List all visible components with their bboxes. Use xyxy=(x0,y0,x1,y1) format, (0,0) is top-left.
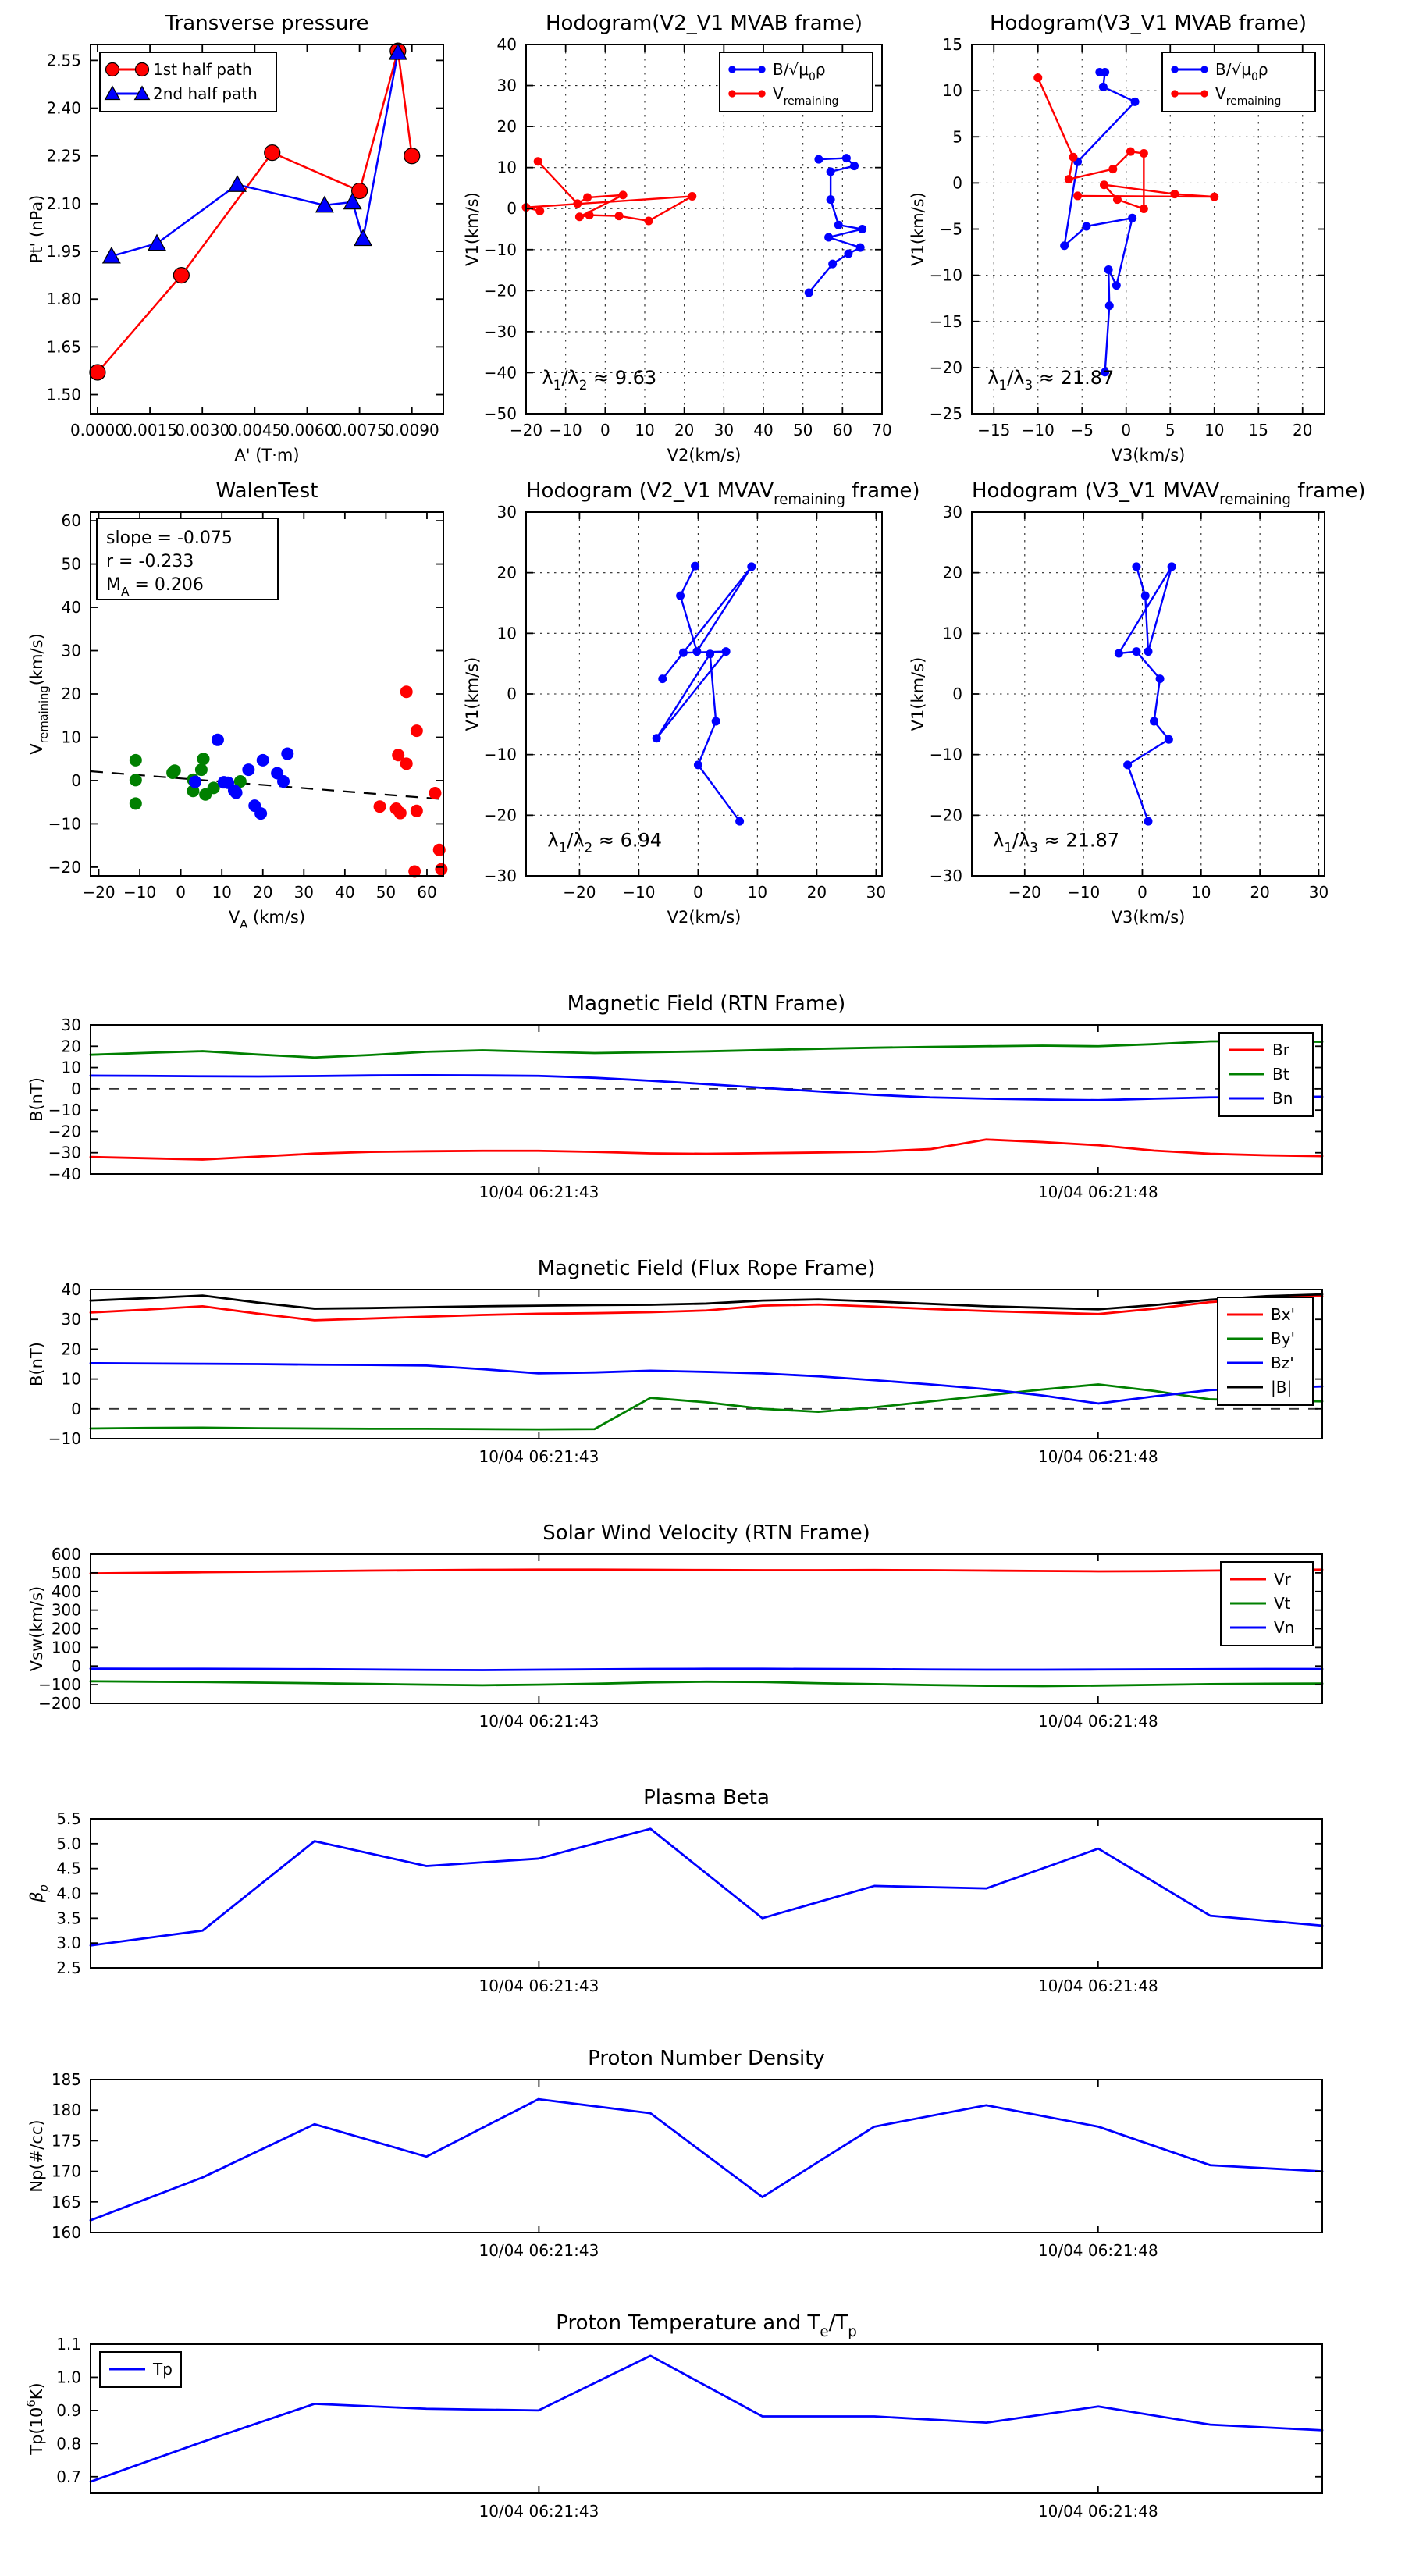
hodogram-v3v1-mvav-title: Hodogram (V3_V1 $MVAV_{remaining}$ frame) xyxy=(972,479,1366,509)
svg-text:0.0015: 0.0015 xyxy=(123,421,178,439)
hodogram-v2v1-mvav-plot xyxy=(448,473,920,932)
panel-hodogram-v2v1-mvav xyxy=(448,473,920,932)
svg-text:−20: −20 xyxy=(483,281,517,301)
svg-text:−30: −30 xyxy=(929,866,962,885)
svg-text:30: 30 xyxy=(496,503,517,521)
svg-text:0: 0 xyxy=(507,199,517,219)
svg-text:−30: −30 xyxy=(48,1143,81,1162)
svg-text:30: 30 xyxy=(496,76,517,95)
svg-text:Vremaining: $V_{remaining}$ xyxy=(1215,84,1282,108)
svg-text:10: 10 xyxy=(61,1369,81,1389)
svg-text:30: 30 xyxy=(61,1016,81,1034)
magnetic-field-fluxrope-title: Magnetic Field (Flux Rope Frame) xyxy=(537,1257,876,1280)
svg-text:Np(#/cc): Np(#/cc) xyxy=(27,2119,46,2193)
svg-text:20: 20 xyxy=(806,883,827,902)
svg-text:−20: −20 xyxy=(48,1122,81,1141)
svg-text:0.7: 0.7 xyxy=(56,2467,81,2486)
svg-text:0.0000: 0.0000 xyxy=(69,421,125,439)
transverse-pressure-plot xyxy=(12,5,475,470)
svg-text:3.0: 3.0 xyxy=(56,1934,81,1953)
svg-text:λ1/λ2 ≈ 9.63: $\lambda_1/\lambda_2 \approx 9.63$ xyxy=(542,367,657,393)
svg-text:50: 50 xyxy=(61,554,81,574)
svg-text:40: 40 xyxy=(61,598,81,617)
svg-text:−15: −15 xyxy=(929,311,962,331)
svg-text:10/04 06:21:43: 10/04 06:21:43 xyxy=(478,2502,599,2521)
svg-text:400: 400 xyxy=(51,1582,81,1601)
svg-text:50: 50 xyxy=(375,883,397,902)
svg-text:10: 10 xyxy=(61,1058,81,1077)
svg-text:0.0045: 0.0045 xyxy=(227,421,283,439)
svg-text:Bt: Bt xyxy=(1272,1065,1289,1083)
svg-text:Br: Br xyxy=(1272,1041,1289,1059)
svg-text:60: 60 xyxy=(61,511,81,531)
svg-text:Bn: Bn xyxy=(1272,1089,1293,1108)
svg-text:Vn: Vn xyxy=(1274,1618,1295,1637)
transverse-pressure-title: Transverse pressure xyxy=(165,12,369,35)
svg-text:30: 30 xyxy=(293,883,315,902)
proton-temperature-plot xyxy=(12,2305,1353,2549)
svg-text:30: 30 xyxy=(942,503,962,521)
svg-text:0: 0 xyxy=(952,173,962,193)
walen-test-plot xyxy=(12,473,475,932)
svg-text:600: 600 xyxy=(51,1545,81,1564)
svg-text:1.80: 1.80 xyxy=(46,290,81,309)
svg-text:2.10: 2.10 xyxy=(46,194,81,213)
svg-text:−10: −10 xyxy=(1067,883,1101,902)
svg-text:−10: −10 xyxy=(48,1101,81,1120)
hodogram-v2v1-mvab-plot xyxy=(448,5,913,470)
svg-text:10/04 06:21:48: 10/04 06:21:48 xyxy=(1037,2502,1158,2521)
svg-text:B/√μ0ρ: $B/√\mu_0\rho$ xyxy=(773,60,826,84)
svg-text:10/04 06:21:43: 10/04 06:21:43 xyxy=(478,1712,599,1731)
svg-text:5.5: 5.5 xyxy=(56,1809,81,1828)
svg-text:10/04 06:21:43: 10/04 06:21:43 xyxy=(478,1447,599,1466)
svg-text:−50: −50 xyxy=(483,404,517,423)
svg-text:40: 40 xyxy=(496,35,517,54)
svg-text:Bx': Bx' xyxy=(1271,1305,1296,1324)
svg-text:A' (T·m): A' (T·m) xyxy=(234,446,300,464)
svg-text:20: 20 xyxy=(942,563,962,582)
svg-text:0: 0 xyxy=(71,1656,81,1676)
hodogram-v3v1-mvav-plot xyxy=(894,473,1366,932)
svg-text:slope = -0.075: slope = -0.075 xyxy=(106,528,233,548)
svg-text:Vremaining(km/s): $V_{remaining}(km/s)$ xyxy=(27,633,51,755)
svg-text:10/04 06:21:43: 10/04 06:21:43 xyxy=(478,1976,599,1995)
svg-text:−20: −20 xyxy=(929,358,962,377)
proton-number-density-title: Proton Number Density xyxy=(588,2047,825,2070)
svg-text:−10: −10 xyxy=(48,814,81,834)
svg-text:50: 50 xyxy=(792,421,813,439)
svg-text:20: 20 xyxy=(496,117,517,137)
svg-text:10/04 06:21:43: 10/04 06:21:43 xyxy=(478,1183,599,1201)
svg-text:10: 10 xyxy=(635,421,655,439)
svg-text:20: 20 xyxy=(61,1037,81,1056)
svg-text:20: 20 xyxy=(253,883,273,902)
svg-text:1.95: 1.95 xyxy=(46,242,81,262)
svg-text:1.1: 1.1 xyxy=(56,2335,81,2354)
svg-text:By': By' xyxy=(1271,1329,1296,1348)
svg-text:V1(km/s): V1(km/s) xyxy=(463,656,482,731)
svg-text:40: 40 xyxy=(753,421,774,439)
svg-text:5: 5 xyxy=(952,127,962,147)
svg-text:10: 10 xyxy=(942,81,962,101)
svg-text:160: 160 xyxy=(51,2223,81,2242)
svg-text:10/04 06:21:48: 10/04 06:21:48 xyxy=(1037,1976,1158,1995)
svg-text:70: 70 xyxy=(872,421,892,439)
panel-solar-wind-velocity xyxy=(12,1515,1353,1759)
svg-text:1st half path: 1st half path xyxy=(153,60,252,79)
svg-text:Pt' (nPa): Pt' (nPa) xyxy=(27,194,46,264)
svg-text:175: 175 xyxy=(51,2131,81,2151)
svg-text:30: 30 xyxy=(61,1310,81,1329)
svg-text:Vr: Vr xyxy=(1274,1570,1291,1589)
svg-text:165: 165 xyxy=(51,2192,81,2211)
svg-text:−20: −20 xyxy=(563,883,596,902)
svg-text:20: 20 xyxy=(674,421,695,439)
svg-text:−25: −25 xyxy=(929,404,962,423)
svg-text:0: 0 xyxy=(507,685,517,703)
svg-text:60: 60 xyxy=(417,883,437,902)
svg-text:200: 200 xyxy=(51,1619,81,1638)
svg-text:−10: −10 xyxy=(48,1429,81,1448)
svg-text:1.50: 1.50 xyxy=(46,385,81,404)
svg-text:MA = 0.206: $M_A = 0.206$ xyxy=(106,575,204,599)
svg-text:15: 15 xyxy=(1248,421,1268,439)
svg-text:−100: −100 xyxy=(38,1675,81,1695)
plasma-beta-title: Plasma Beta xyxy=(643,1786,770,1809)
svg-text:20: 20 xyxy=(1293,421,1313,439)
svg-text:−20: −20 xyxy=(82,883,116,902)
svg-text:−10: −10 xyxy=(549,421,582,439)
svg-text:10: 10 xyxy=(1204,421,1225,439)
proton-temperature-title: Proton Temperature and $T_e/T_p$ xyxy=(556,2311,857,2341)
svg-text:r = -0.233: r = -0.233 xyxy=(106,552,194,571)
svg-text:−40: −40 xyxy=(483,363,517,382)
svg-text:−10: −10 xyxy=(1021,421,1055,439)
svg-text:10: 10 xyxy=(942,624,962,643)
svg-text:−15: −15 xyxy=(977,421,1011,439)
svg-text:−200: −200 xyxy=(38,1694,81,1713)
svg-text:V2(km/s): V2(km/s) xyxy=(667,446,742,464)
svg-text:180: 180 xyxy=(51,2101,81,2120)
svg-text:10: 10 xyxy=(496,158,517,177)
svg-text:−10: −10 xyxy=(483,240,517,259)
svg-text:−20: −20 xyxy=(929,806,962,825)
svg-text:2.25: 2.25 xyxy=(46,146,81,165)
svg-text:60: 60 xyxy=(832,421,853,439)
svg-text:V1(km/s): V1(km/s) xyxy=(909,192,927,266)
svg-text:V3(km/s): V3(km/s) xyxy=(1111,908,1186,927)
svg-text:30: 30 xyxy=(1308,883,1329,902)
svg-text:−10: −10 xyxy=(929,745,962,764)
plasma-beta-plot xyxy=(12,1780,1353,2024)
svg-text:λ1/λ3 ≈ 21.87: $\lambda_1/\lambda_3 \approx 21.87$ xyxy=(987,367,1115,393)
svg-text:Vremaining: $V_{remaining}$ xyxy=(773,84,839,108)
magnetic-field-fluxrope-plot xyxy=(12,1251,1353,1495)
svg-text:−40: −40 xyxy=(48,1165,81,1183)
panel-walen-test xyxy=(12,473,475,932)
panel-transverse-pressure xyxy=(12,5,475,470)
svg-text:0: 0 xyxy=(952,685,962,703)
svg-text:0: 0 xyxy=(693,883,703,902)
svg-text:10: 10 xyxy=(747,883,768,902)
hodogram-v3v1-mvab-plot xyxy=(894,5,1356,470)
svg-text:B(nT): B(nT) xyxy=(27,1077,46,1122)
svg-text:10: 10 xyxy=(496,624,517,643)
svg-text:20: 20 xyxy=(61,1340,81,1359)
svg-text:Vt: Vt xyxy=(1274,1594,1291,1613)
svg-text:10/04 06:21:48: 10/04 06:21:48 xyxy=(1037,1447,1158,1466)
magnetic-field-rtn-plot xyxy=(12,986,1353,1230)
svg-text:1.0: 1.0 xyxy=(56,2368,81,2387)
svg-text:10: 10 xyxy=(212,883,232,902)
panel-proton-temperature xyxy=(12,2305,1353,2549)
svg-text:−20: −20 xyxy=(48,857,81,877)
svg-text:Tp(106K): $Tp(10^6K)$ xyxy=(25,2382,46,2455)
svg-text:30: 30 xyxy=(713,421,735,439)
hodogram-v3v1-mvab-title: Hodogram(V3_V1 MVAB frame) xyxy=(989,12,1307,35)
svg-text:0.0075: 0.0075 xyxy=(332,421,387,439)
svg-text:40: 40 xyxy=(335,883,355,902)
svg-text:2.40: 2.40 xyxy=(46,98,81,118)
svg-text:Vsw(km/s): Vsw(km/s) xyxy=(27,1585,46,1672)
svg-text:−5: −5 xyxy=(939,219,962,239)
svg-text:5.0: 5.0 xyxy=(56,1834,81,1853)
svg-text:10: 10 xyxy=(61,728,81,747)
svg-text:2.5: 2.5 xyxy=(56,1959,81,1977)
svg-text:−10: −10 xyxy=(622,883,656,902)
svg-text:20: 20 xyxy=(61,685,81,703)
svg-text:0: 0 xyxy=(71,1399,81,1418)
panel-hodogram-v2v1-mvab xyxy=(448,5,913,470)
svg-text:300: 300 xyxy=(51,1600,81,1620)
svg-text:30: 30 xyxy=(866,883,887,902)
svg-text:10: 10 xyxy=(1191,883,1211,902)
svg-text:−30: −30 xyxy=(483,866,517,885)
solar-wind-velocity-plot xyxy=(12,1515,1353,1759)
svg-text:0: 0 xyxy=(1121,421,1132,439)
svg-text:2.55: 2.55 xyxy=(46,51,81,70)
solar-wind-velocity-title: Solar Wind Velocity (RTN Frame) xyxy=(542,1521,870,1545)
svg-text:|B|: |B| xyxy=(1271,1378,1293,1397)
svg-text:−10: −10 xyxy=(483,745,517,764)
svg-text:−20: −20 xyxy=(483,806,517,825)
proton-number-density-plot xyxy=(12,2041,1353,2289)
svg-text:0.8: 0.8 xyxy=(56,2434,81,2453)
svg-text:10/04 06:21:43: 10/04 06:21:43 xyxy=(478,2241,599,2260)
svg-text:0: 0 xyxy=(71,770,81,790)
svg-text:1.65: 1.65 xyxy=(46,337,81,357)
walen-test-title: WalenTest xyxy=(215,479,318,503)
svg-text:−5: −5 xyxy=(1070,421,1094,439)
panel-magnetic-field-fluxrope xyxy=(12,1251,1353,1495)
svg-text:100: 100 xyxy=(51,1638,81,1657)
magnetic-field-rtn-title: Magnetic Field (RTN Frame) xyxy=(567,992,846,1016)
svg-text:λ1/λ2 ≈ 6.94: $\lambda_1/\lambda_2 \approx 6.94$ xyxy=(547,829,663,856)
svg-text:Tp: Tp xyxy=(153,2360,173,2379)
svg-text:V1(km/s): V1(km/s) xyxy=(463,192,482,266)
panel-magnetic-field-rtn xyxy=(12,986,1353,1230)
panel-hodogram-v3v1-mvav xyxy=(894,473,1366,932)
svg-text:0: 0 xyxy=(1137,883,1147,902)
svg-text:0: 0 xyxy=(71,1079,81,1098)
svg-text:5: 5 xyxy=(1165,421,1176,439)
svg-text:V2(km/s): V2(km/s) xyxy=(667,908,742,927)
svg-text:−10: −10 xyxy=(929,265,962,285)
svg-text:−30: −30 xyxy=(483,322,517,341)
svg-text:4.0: 4.0 xyxy=(56,1884,81,1903)
svg-text:10/04 06:21:48: 10/04 06:21:48 xyxy=(1037,1712,1158,1731)
svg-text:0: 0 xyxy=(176,883,186,902)
svg-text:30: 30 xyxy=(61,641,81,660)
svg-text:0.0090: 0.0090 xyxy=(384,421,439,439)
svg-text:Bz': Bz' xyxy=(1271,1354,1294,1372)
svg-text:V1(km/s): V1(km/s) xyxy=(909,656,927,731)
svg-text:10/04 06:21:48: 10/04 06:21:48 xyxy=(1037,2241,1158,2260)
svg-text:0: 0 xyxy=(599,421,610,439)
svg-text:40: 40 xyxy=(61,1280,81,1299)
svg-text:−20: −20 xyxy=(509,421,543,439)
svg-text:0.0060: 0.0060 xyxy=(279,421,335,439)
svg-text:βp: $\beta_p$ xyxy=(27,1884,51,1902)
svg-text:VA (km/s): $V_A$ (km/s) xyxy=(228,908,306,931)
panel-hodogram-v3v1-mvab xyxy=(894,5,1356,470)
svg-text:10/04 06:21:48: 10/04 06:21:48 xyxy=(1037,1183,1158,1201)
svg-text:20: 20 xyxy=(496,563,517,582)
svg-text:4.5: 4.5 xyxy=(56,1859,81,1878)
svg-text:3.5: 3.5 xyxy=(56,1909,81,1928)
svg-text:0.0030: 0.0030 xyxy=(175,421,230,439)
svg-text:20: 20 xyxy=(1250,883,1270,902)
svg-text:15: 15 xyxy=(942,35,962,54)
panel-proton-number-density xyxy=(12,2041,1353,2289)
svg-text:B(nT): B(nT) xyxy=(27,1342,46,1386)
svg-text:185: 185 xyxy=(51,2070,81,2089)
hodogram-v2v1-mvab-title: Hodogram(V2_V1 MVAB frame) xyxy=(545,12,863,35)
svg-text:0.9: 0.9 xyxy=(56,2400,81,2420)
panel-plasma-beta xyxy=(12,1780,1353,2024)
svg-text:−20: −20 xyxy=(1008,883,1041,902)
svg-text:V3(km/s): V3(km/s) xyxy=(1111,446,1186,464)
svg-text:B/√μ0ρ: $B/√\mu_0\rho$ xyxy=(1215,60,1268,84)
svg-text:λ1/λ3 ≈ 21.87: $\lambda_1/\lambda_3 \approx 21.87$ xyxy=(993,829,1120,856)
svg-text:170: 170 xyxy=(51,2161,81,2181)
svg-text:2nd half path: 2nd half path xyxy=(153,84,258,103)
svg-text:−10: −10 xyxy=(123,883,157,902)
svg-text:500: 500 xyxy=(51,1563,81,1582)
hodogram-v2v1-mvav-title: Hodogram (V2_V1 $MVAV_{remaining}$ frame) xyxy=(526,479,920,509)
